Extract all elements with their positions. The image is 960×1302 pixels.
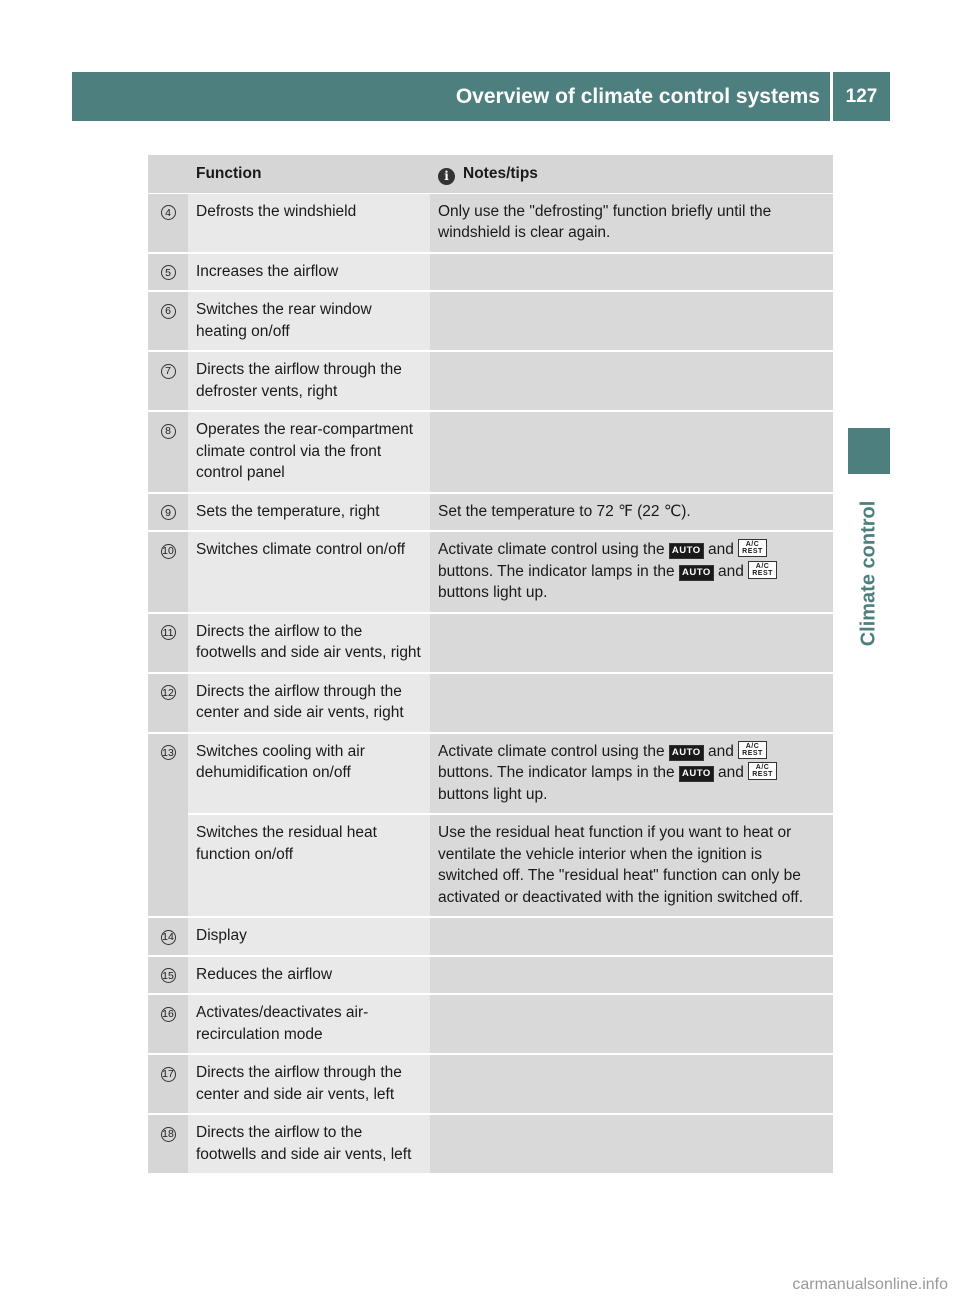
table-row bbox=[148, 1054, 833, 1114]
table-row bbox=[148, 613, 833, 673]
notes-cell bbox=[430, 1114, 833, 1174]
auto-button-icon: AUTO bbox=[669, 745, 704, 761]
function-cell: Reduces the airflow bbox=[188, 956, 430, 995]
page-title: Overview of climate control systems bbox=[455, 84, 820, 108]
side-tab-label: Climate control bbox=[857, 500, 880, 646]
table-row bbox=[148, 351, 833, 411]
callout-number: 6 bbox=[161, 304, 176, 319]
callout-number: 18 bbox=[162, 1128, 174, 1140]
ac-button-icon: A/C REST bbox=[738, 741, 767, 759]
auto-button-icon: AUTO bbox=[669, 543, 704, 559]
callout-number: 16 bbox=[162, 1008, 174, 1020]
table-row bbox=[148, 917, 833, 956]
callout-number: 5 bbox=[161, 265, 176, 280]
notes-cell bbox=[430, 351, 833, 411]
table-row bbox=[148, 493, 833, 532]
function-cell: Sets the temperature, right bbox=[188, 493, 430, 532]
function-cell: Directs the airflow to the footwells and side air vents, left bbox=[188, 1114, 430, 1174]
function-cell: Operates the rear-compartment climate control via the front control panel bbox=[188, 411, 430, 493]
notes-cell: Set the temperature to 72 ℉ (22 ℃). bbox=[430, 493, 833, 532]
callout-number: 8 bbox=[161, 424, 176, 439]
callout-number: 12 bbox=[162, 686, 174, 699]
table-row bbox=[148, 253, 833, 292]
ac-button-icon: A/C REST bbox=[748, 561, 777, 579]
function-cell: Increases the airflow bbox=[188, 253, 430, 292]
page-number: 127 bbox=[845, 85, 878, 107]
notes-cell: Activate climate control using the AUTO and A/C REST buttons. The indicator lamps in the AUTO and A/C REST buttons light up. bbox=[430, 531, 833, 613]
side-tab-marker bbox=[848, 428, 890, 474]
table-row bbox=[148, 673, 833, 733]
function-cell: Switches climate control on/off bbox=[188, 531, 430, 613]
function-cell: Directs the airflow through the center and side air vents, right bbox=[188, 673, 430, 733]
table-row bbox=[148, 531, 833, 613]
function-cell: Switches the rear window heating on/off bbox=[188, 291, 430, 351]
ac-button-icon: A/C REST bbox=[748, 762, 777, 780]
table-row bbox=[148, 994, 833, 1054]
notes-cell bbox=[430, 994, 833, 1054]
header-num-cell bbox=[148, 155, 188, 193]
auto-button-icon: AUTO bbox=[679, 766, 714, 782]
function-cell: Directs the airflow through the center and side air vents, left bbox=[188, 1054, 430, 1114]
callout-number: 7 bbox=[161, 364, 176, 379]
table-row bbox=[148, 291, 833, 351]
notes-cell: Activate climate control using the AUTO and A/C REST buttons. The indicator lamps in the AUTO and A/C REST buttons light up. bbox=[430, 733, 833, 815]
notes-cell bbox=[430, 917, 833, 956]
notes-cell bbox=[430, 411, 833, 493]
function-cell: Directs the airflow to the footwells and side air vents, right bbox=[188, 613, 430, 673]
callout-number: 14 bbox=[162, 931, 174, 943]
function-cell: Activates/deactivates air-recirculation mode bbox=[188, 994, 430, 1054]
notes-cell bbox=[430, 253, 833, 292]
table-row bbox=[148, 733, 833, 815]
table-row bbox=[148, 411, 833, 493]
notes-cell bbox=[430, 1054, 833, 1114]
table-row bbox=[148, 814, 833, 917]
notes-cell: Only use the "defrosting" function briefly until the windshield is clear again. bbox=[430, 193, 833, 253]
info-icon: i bbox=[438, 168, 455, 185]
auto-button-icon: AUTO bbox=[679, 565, 714, 581]
table-row bbox=[148, 956, 833, 995]
notes-cell bbox=[430, 956, 833, 995]
function-cell: Switches the residual heat function on/off bbox=[188, 814, 430, 917]
callout-number: 9 bbox=[161, 505, 176, 520]
notes-cell: Use the residual heat function if you want to heat or ventilate the vehicle interior when the ignition is switched off. The "residual heat" function can only be activated or deactivated with the ignition switched off. bbox=[430, 814, 833, 917]
callout-number: 17 bbox=[162, 1068, 174, 1080]
function-cell: Defrosts the windshield bbox=[188, 193, 430, 253]
table-header-row bbox=[148, 155, 833, 193]
header-function: Function bbox=[188, 155, 430, 193]
callout-number: 11 bbox=[161, 625, 176, 640]
notes-cell bbox=[430, 673, 833, 733]
function-cell: Directs the airflow through the defroster vents, right bbox=[188, 351, 430, 411]
callout-number: 4 bbox=[161, 205, 176, 220]
function-cell: Display bbox=[188, 917, 430, 956]
callout-number: 13 bbox=[162, 746, 174, 759]
function-cell: Switches cooling with air dehumidification on/off bbox=[188, 733, 430, 815]
callout-number: 10 bbox=[162, 545, 174, 557]
function-table bbox=[148, 155, 833, 1175]
notes-cell bbox=[430, 291, 833, 351]
table-row bbox=[148, 193, 833, 253]
table-row bbox=[148, 1114, 833, 1174]
notes-cell bbox=[430, 613, 833, 673]
watermark: carmanualsonline.info bbox=[792, 1276, 948, 1293]
header-notes: i Notes/tips bbox=[430, 155, 833, 193]
callout-number: 15 bbox=[162, 969, 174, 982]
ac-button-icon: A/C REST bbox=[738, 539, 767, 557]
